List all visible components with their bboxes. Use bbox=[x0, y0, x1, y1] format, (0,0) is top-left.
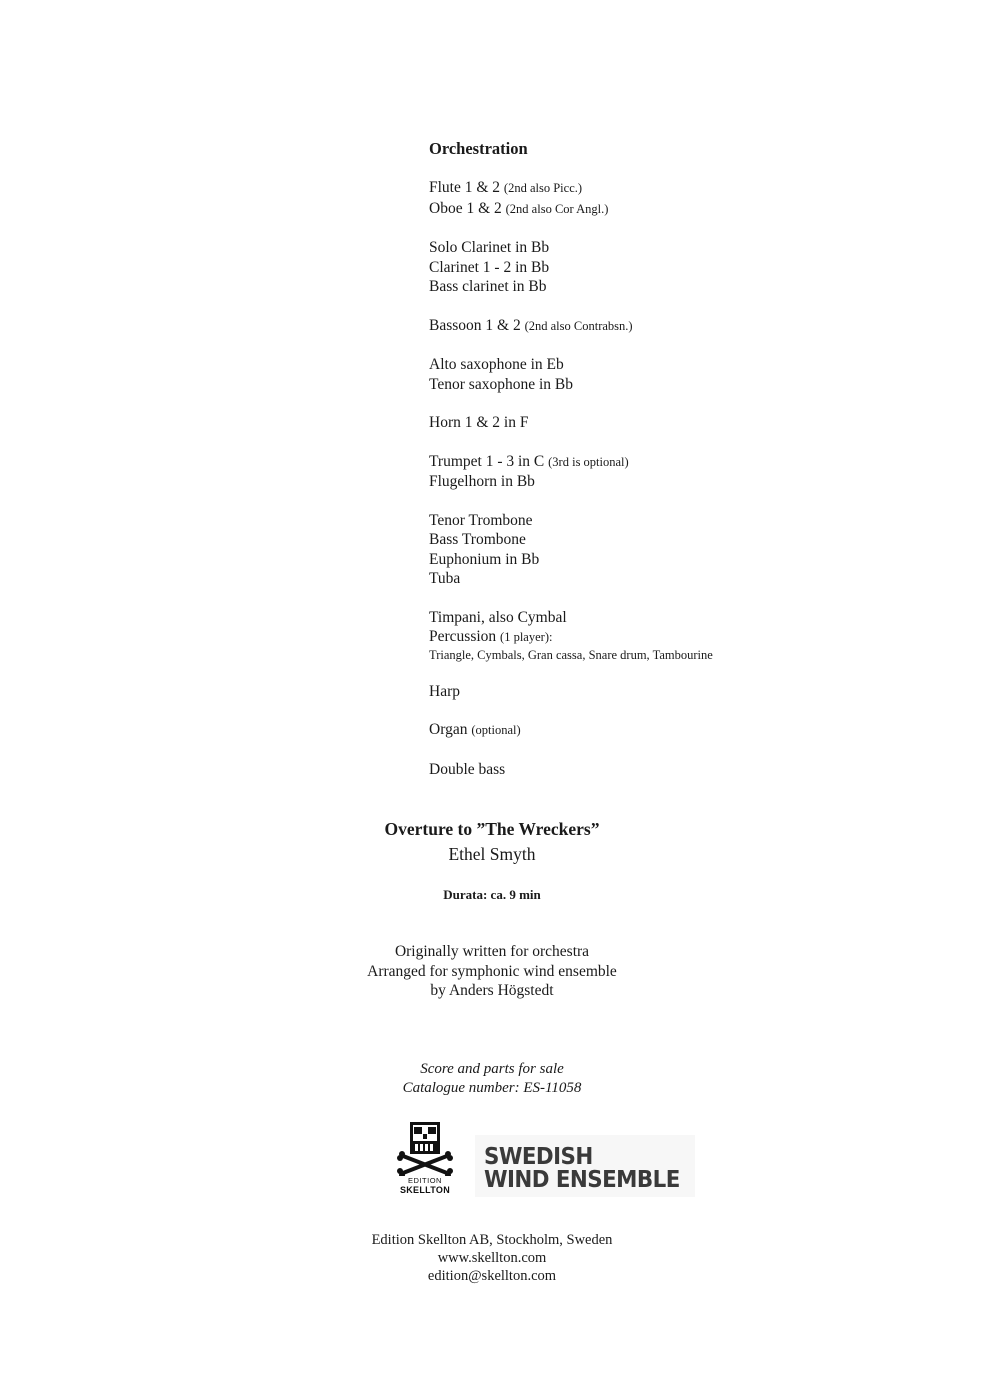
instrument-name: Bassoon 1 & 2 bbox=[429, 316, 525, 334]
instrument-name: Timpani, also Cymbal bbox=[429, 608, 567, 626]
instrument-name: Alto saxophone in Eb bbox=[429, 356, 564, 373]
instrument-name: Double bass bbox=[429, 760, 506, 778]
instrument-name: Tenor saxophone in Bb bbox=[429, 375, 573, 393]
logo-text: EDITION bbox=[408, 1176, 442, 1185]
instrument-name: Organ bbox=[429, 721, 472, 738]
instrument-group bbox=[429, 178, 829, 219]
skull-crossbones-icon bbox=[393, 1118, 457, 1176]
instrument-line bbox=[429, 199, 829, 220]
instrument-name: Solo Clarinet in Bb bbox=[429, 239, 550, 256]
duration: Durata: ca. 9 min bbox=[443, 887, 541, 902]
sale-line: Score and parts for sale bbox=[420, 1061, 564, 1077]
instrument-name: Flute 1 & 2 bbox=[429, 179, 504, 196]
orchestration-section bbox=[429, 139, 829, 798]
instrument-name: Clarinet 1 - 2 in Bb bbox=[429, 258, 550, 276]
swedish-wind-ensemble-logo bbox=[475, 1135, 695, 1197]
instrument-line bbox=[429, 530, 829, 550]
instrument-group bbox=[429, 511, 829, 589]
logo-text: SKELLTON bbox=[399, 1185, 451, 1195]
publisher-footer bbox=[0, 1231, 984, 1285]
instrument-line bbox=[429, 720, 829, 741]
instrument-note: (1 player): bbox=[500, 630, 553, 644]
instrument-line bbox=[429, 238, 829, 258]
instrument-line bbox=[429, 472, 829, 492]
instrument-line bbox=[429, 550, 829, 570]
instrument-line bbox=[429, 355, 829, 375]
instrument-note: (3rd is optional) bbox=[548, 454, 629, 469]
instrument-line bbox=[429, 452, 829, 473]
orchestration-heading: Orchestration bbox=[429, 139, 528, 158]
logo-text: WIND ENSEMBLE bbox=[484, 1167, 680, 1193]
publisher-address: Edition Skellton AB, Stockholm, Sweden bbox=[371, 1232, 613, 1248]
instrument-line bbox=[429, 316, 829, 337]
instrument-note: (2nd also Contrabsn.) bbox=[524, 318, 633, 333]
instrument-name: Bass Trombone bbox=[429, 531, 526, 548]
logo-text: SWEDISH bbox=[484, 1144, 593, 1170]
instrument-line bbox=[429, 178, 829, 199]
instrument-name: Bass clarinet in Bb bbox=[429, 278, 547, 295]
instrument-line bbox=[429, 511, 829, 531]
instrument-line bbox=[429, 627, 829, 648]
instrument-name: Tuba bbox=[429, 570, 461, 587]
instrument-group bbox=[429, 608, 829, 663]
instrument-name: Triangle, Cymbals, Gran cassa, Snare drum, Tambourine bbox=[429, 647, 713, 662]
sale-info bbox=[0, 1060, 984, 1098]
arrangement-line: Originally written for orchestra bbox=[394, 943, 590, 960]
instrument-name: Harp bbox=[429, 682, 460, 700]
instrument-name: Oboe 1 & 2 bbox=[429, 199, 506, 217]
instrument-line bbox=[429, 608, 829, 628]
instrument-list bbox=[429, 178, 829, 779]
instrument-group bbox=[429, 413, 829, 433]
instrument-line bbox=[429, 413, 829, 433]
instrument-name: Tenor Trombone bbox=[429, 511, 533, 529]
instrument-line bbox=[429, 682, 829, 702]
instrument-group bbox=[429, 355, 829, 394]
instrument-line bbox=[429, 569, 829, 589]
instrument-line bbox=[429, 277, 829, 297]
instrument-line bbox=[429, 375, 829, 395]
website-link[interactable]: www.skellton.com bbox=[437, 1250, 547, 1266]
instrument-group bbox=[429, 720, 829, 741]
arrangement-line: Arranged for symphonic wind ensemble bbox=[367, 962, 617, 980]
instrument-name: Percussion bbox=[429, 628, 501, 645]
edition-skellton-logo bbox=[393, 1118, 457, 1198]
percussion-detail bbox=[429, 648, 829, 663]
instrument-name: Euphonium in Bb bbox=[429, 550, 540, 568]
instrument-note: (optional) bbox=[471, 723, 521, 737]
instrument-group bbox=[429, 238, 829, 297]
instrument-name: Horn 1 & 2 in F bbox=[429, 414, 529, 431]
email-link[interactable]: edition@skellton.com bbox=[427, 1268, 557, 1284]
work-title: Overture to ”The Wreckers” bbox=[384, 819, 600, 839]
instrument-name: Trumpet 1 - 3 in C bbox=[429, 452, 549, 470]
instrument-line bbox=[429, 258, 829, 278]
instrument-group bbox=[429, 452, 829, 492]
instrument-name: Flugelhorn in Bb bbox=[429, 473, 535, 490]
arrangement-info bbox=[0, 942, 984, 1001]
instrument-group bbox=[429, 316, 829, 337]
catalogue-number: Catalogue number: ES-11058 bbox=[402, 1080, 582, 1096]
arranger-line: by Anders Högstedt bbox=[430, 982, 554, 999]
instrument-group bbox=[429, 760, 829, 780]
composer-name: Ethel Smyth bbox=[448, 844, 536, 864]
instrument-note: (2nd also Cor Angl.) bbox=[505, 201, 609, 216]
instrument-group bbox=[429, 682, 829, 702]
instrument-line bbox=[429, 760, 829, 780]
instrument-note: (2nd also Picc.) bbox=[503, 181, 583, 195]
